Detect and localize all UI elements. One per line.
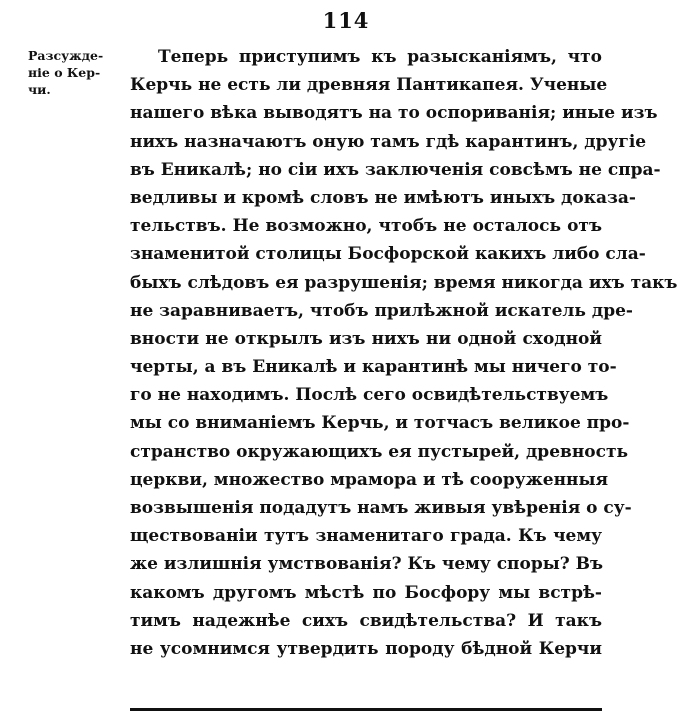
text-line: какомъ другомъ мѣстѣ по Босфору мы встрѣ- (130, 582, 602, 603)
text-line: го не находимъ. Послѣ сего освидѣтельствуемъ (130, 385, 609, 406)
text-line: церкви, множество мрамора и тѣ сооруженныя (130, 469, 609, 490)
text-line: въ Еникалѣ; но сіи ихъ заключенія совсѣмъ не спра- (130, 159, 661, 180)
text-line: вности не открылъ изъ нихъ ни одной сходной (130, 328, 602, 349)
text-line: мы со вниманіемъ Керчь, и тотчасъ великое про- (130, 413, 630, 434)
text-line: ведливы и кромѣ словъ не имѣютъ иныхъ доказа- (130, 187, 636, 208)
text-line: быхъ слѣдовъ ея разрушенія; время никогда ихъ такъ (130, 272, 678, 293)
bottom-rule (130, 708, 602, 711)
text-line: черты, а въ Еникалѣ и карантинѣ мы ничего то- (130, 357, 617, 378)
text-line: не усомнимся утвердить породу бѣдной Керчи (130, 638, 602, 659)
text-line: знаменитой столицы Босфорской какихъ либо сла- (130, 244, 646, 265)
text-line: же излишнія умствованія? Къ чему споры? Въ (130, 554, 604, 575)
text-line: странство окружающихъ ея пустырей, древность (130, 441, 629, 462)
body-text (130, 43, 678, 663)
text-line: ществованіи тутъ знаменитаго града. Къ чему (130, 526, 602, 547)
text-line: тимъ надежнѣе сихъ свидѣтельства? И такъ (130, 610, 602, 631)
text-line: нихъ назначаютъ оную тамъ гдѣ карантинъ, другіе (130, 131, 647, 152)
text-line: возвышенія подадутъ намъ живыя увѣренія о су- (130, 498, 632, 518)
page-number: 114 (322, 8, 370, 33)
margin-note-line: Разсужде- (28, 48, 104, 63)
text-line: не заравниваетъ, чтобъ прилѣжной искатель дре- (130, 300, 633, 321)
text-line: тельствъ. Не возможно, чтобъ не осталось отъ (130, 216, 602, 237)
text-line: нашего вѣка выводятъ на то оспориванія; иные изъ (130, 103, 658, 124)
text-line: Теперь приступимъ къ разысканіямъ, что (158, 47, 602, 67)
text-line: Керчь не есть ли древняя Пантикапея. Ученые (130, 75, 608, 96)
margin-note-line: ніе о Кер- (28, 65, 101, 80)
margin-note (28, 47, 114, 98)
margin-note-line: чи. (28, 82, 51, 97)
